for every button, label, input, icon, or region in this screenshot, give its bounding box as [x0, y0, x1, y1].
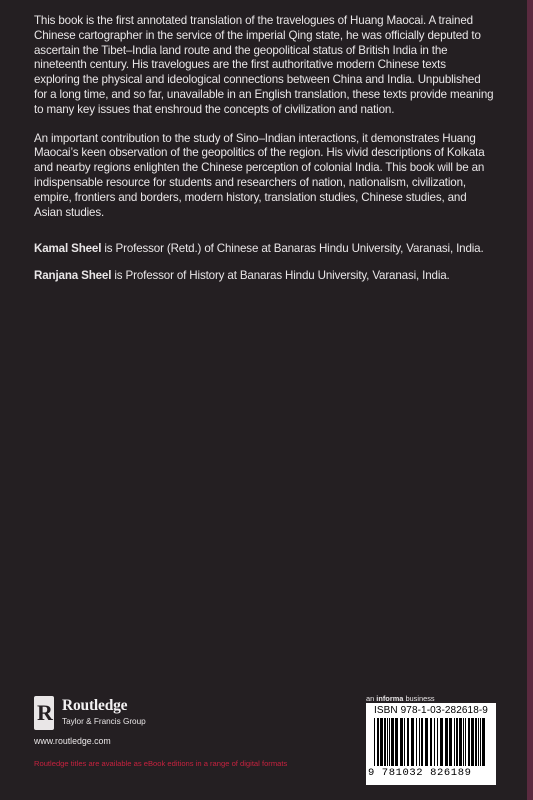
barcode-bar: [425, 718, 428, 766]
barcode-bar: [440, 718, 443, 766]
author-name: Ranjana Sheel: [34, 269, 112, 283]
barcode-bar: [395, 718, 398, 766]
barcode-bar: [404, 718, 405, 766]
barcode-bar: [374, 718, 375, 766]
barcode-bar: [416, 718, 417, 766]
author-bio-1: [34, 242, 494, 257]
barcode-bar: [471, 718, 474, 766]
barcode: [366, 703, 496, 785]
barcode-bar: [454, 718, 455, 766]
publisher-group: Taylor & Francis Group: [62, 717, 146, 726]
barcode-bar: [437, 718, 438, 766]
routledge-logo-icon: R: [34, 696, 54, 730]
informa-business-label: an informa business: [366, 694, 435, 703]
barcode-bar: [430, 718, 432, 766]
barcode-bar: [480, 718, 481, 766]
barcode-bar: [449, 718, 452, 766]
barcode-bar: [421, 718, 423, 766]
barcode-bar: [463, 718, 464, 766]
barcode-digits: 9 781032 826189: [368, 767, 472, 779]
barcode-bar: [391, 718, 394, 766]
author-bio-text: is Professor of History at Banaras Hindu University, Varanasi, India.: [111, 269, 450, 283]
author-name: Kamal Sheel: [34, 242, 102, 256]
barcode-bar: [482, 718, 485, 766]
ebook-note: Routledge titles are available as eBook editions in a range of digital formats: [34, 759, 288, 768]
barcode-bar: [411, 718, 414, 766]
barcode-bar: [445, 718, 448, 766]
publisher-website: www.routledge.com: [34, 736, 111, 746]
author-bio-text: is Professor (Retd.) of Chinese at Banaras Hindu University, Varanasi, India.: [101, 242, 484, 256]
barcode-bar: [380, 718, 383, 766]
cover-edge: [527, 0, 533, 800]
barcode-bar: [468, 718, 470, 766]
barcode-bar: [459, 718, 462, 766]
publisher-name: Routledge: [62, 697, 128, 714]
back-cover-text: [34, 14, 494, 296]
isbn-label: ISBN 978-1-03-282618-9: [374, 705, 488, 716]
barcode-bar: [475, 718, 477, 766]
barcode-bar: [478, 718, 479, 766]
barcode-bar: [384, 718, 386, 766]
description-paragraph-2: An important contribution to the study of Sino–Indian interactions, it demonstrates Huang Maocai’s keen observation of the geopolitics of the region. His vivid descriptions of Kolkata and nearby regions enlighten the Chinese perception of colonial India. This book will be an indispensable resource for students and researchers of nation, nationalism, civilization, empire, frontiers and borders, modern history, translation studies, Chinese studies, and Asian studies.: [34, 131, 485, 219]
barcode-bars: [374, 718, 488, 766]
barcode-bar: [419, 718, 420, 766]
barcode-bar: [456, 718, 458, 766]
author-bio-2: [34, 269, 494, 284]
barcode-bar: [377, 718, 379, 766]
description-paragraph-1: This book is the first annotated translation of the travelogues of Huang Maocai. A trained Chinese cartographer in the service of the imperial Qing state, he was officially deputed to ascertain the Tibet–India land route and the geopolitical status of British India in the nineteenth century. His travelogues are the first authoritative modern Chinese texts exploring the physical and ideological connections between China and India. Unpublished for a long time, and so far, unavailable in an English translation, these texts provide meaning to many key issues that enshroud the concepts of civilization and nation.: [34, 14, 494, 116]
barcode-bar: [407, 718, 409, 766]
barcode-bar: [465, 718, 466, 766]
barcode-bar: [400, 718, 403, 766]
barcode-bar: [434, 718, 435, 766]
barcode-bar: [389, 718, 390, 766]
barcode-bar: [387, 718, 388, 766]
